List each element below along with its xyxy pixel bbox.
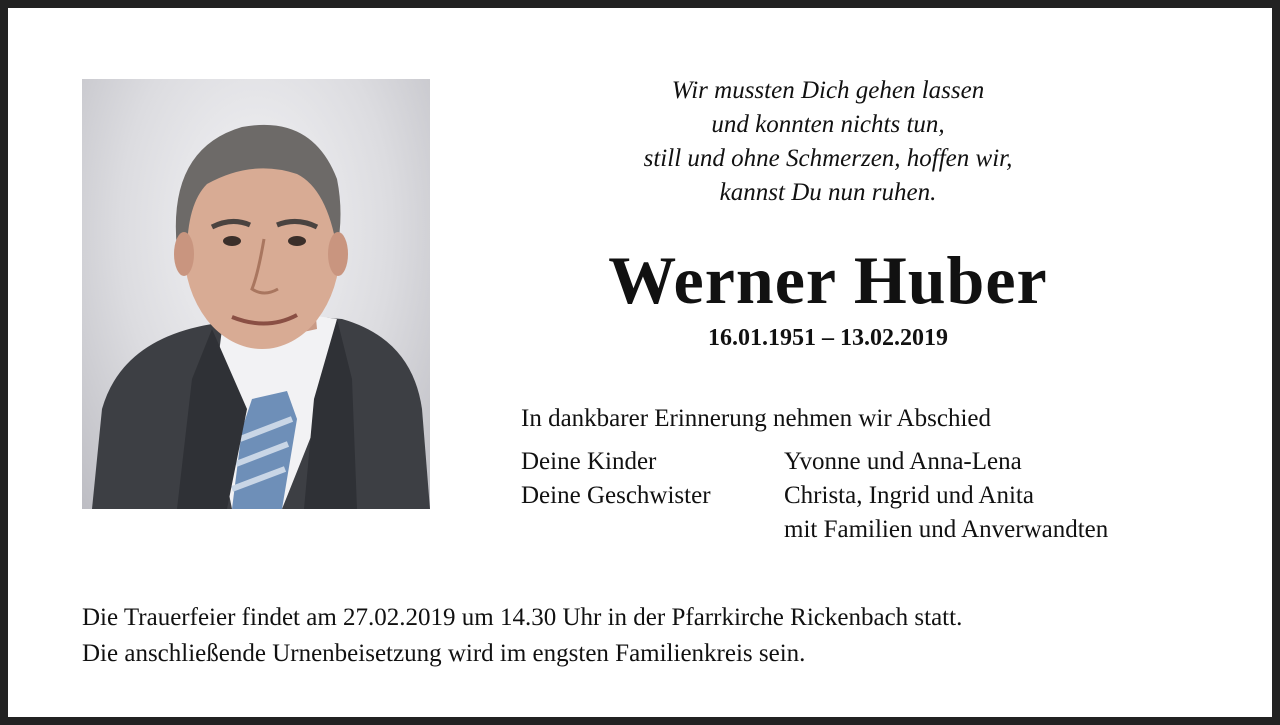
memorial-poem — [528, 74, 1128, 210]
deceased-name: Werner Huber — [608, 242, 1048, 318]
portrait-photo — [82, 79, 430, 509]
service-info — [82, 600, 962, 672]
life-dates: 16.01.1951 – 13.02.2019 — [708, 325, 948, 351]
poem-line-1: Wir mussten Dich gehen lassen — [671, 77, 985, 104]
mourner-relation: Deine Kinder — [521, 448, 657, 475]
farewell-text: In dankbarer Erinnerung nehmen wir Abschied — [521, 405, 991, 432]
mourner-names: mit Familien und Anverwandten — [784, 516, 1109, 543]
service-line-1: Die Trauerfeier findet am 27.02.2019 um 14.30 Uhr in der Pfarrkirche Rickenbach statt. — [82, 604, 963, 631]
poem-line-2: und konnten nichts tun, — [711, 111, 945, 138]
service-line-2: Die anschließende Urnenbeisetzung wird im engsten Familienkreis sein. — [82, 640, 806, 667]
mourner-relation: Deine Geschwister — [521, 482, 711, 509]
poem-line-4: kannst Du nun ruhen. — [719, 179, 937, 206]
mourner-names: Christa, Ingrid und Anita — [784, 482, 1034, 509]
portrait-illustration — [82, 79, 430, 509]
poem-line-3: still und ohne Schmerzen, hoffen wir, — [643, 145, 1013, 172]
mourner-names: Yvonne und Anna-Lena — [784, 448, 1022, 475]
